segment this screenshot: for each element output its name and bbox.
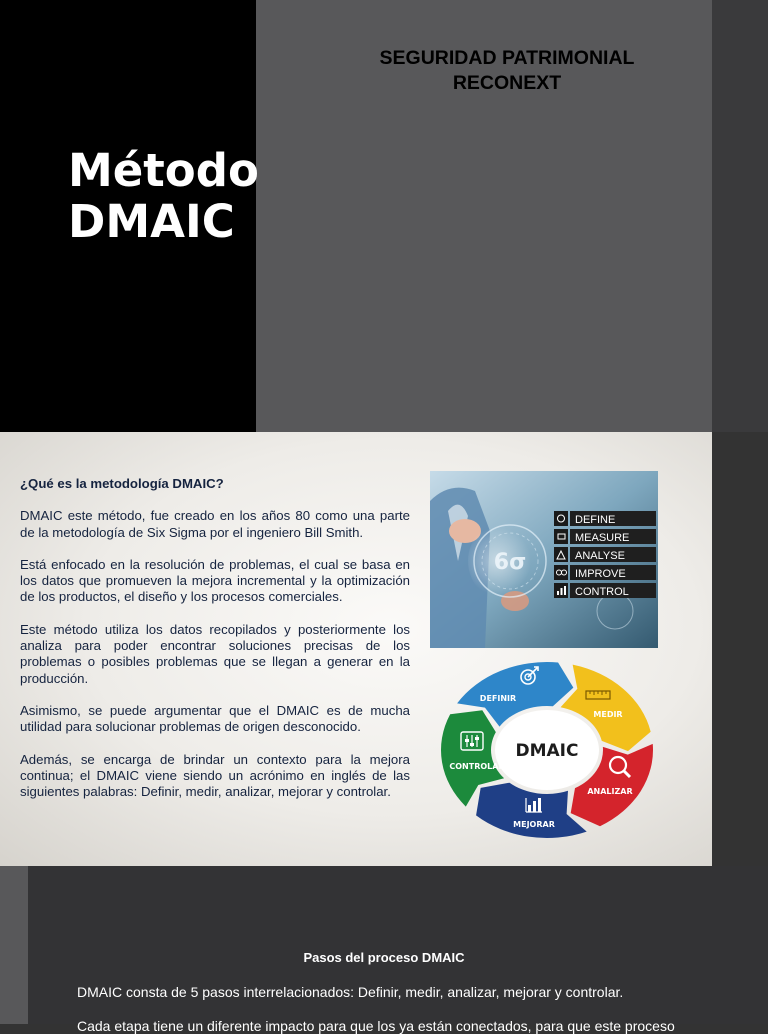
steps-heading: Pasos del proceso DMAIC [303, 950, 465, 965]
svg-text:DEFINE: DEFINE [575, 514, 616, 526]
dmaic-center-label: DMAIC [515, 741, 579, 761]
slide-title-line2: DMAIC [68, 195, 235, 248]
slide-title-line1: Método [68, 144, 259, 197]
segment-label-controlar: CONTROLAR [449, 762, 505, 771]
paragraph: DMAIC este método, fue creado en los años 80 como una parte de la metodología de Six Sigma por el ingeniero Bill Smith. [20, 508, 410, 540]
steps-intro-text: DMAIC consta de 5 pasos interrelacionados: Definir, medir, analizar, mejorar y controlar. [77, 984, 624, 1000]
company-name-line1: SEGURIDAD PATRIMONIAL [379, 47, 635, 69]
definition-text [20, 476, 410, 816]
paragraph: Asimismo, se puede argumentar que el DMAIC es de mucha utilidad para solucionar problemas de origen desconocido. [20, 702, 410, 735]
question-heading: ¿Qué es la metodología DMAIC? [20, 476, 224, 491]
svg-text:CONTROL: CONTROL [575, 586, 629, 598]
company-name-line2: RECONEXT [452, 72, 562, 94]
company-name [330, 46, 684, 96]
definition-slide [0, 432, 768, 866]
segment-label-analizar: ANALIZAR [587, 787, 633, 796]
six-sigma-image [430, 471, 658, 648]
title-slide [0, 0, 768, 432]
segment-label-definir: DEFINIR [479, 694, 517, 703]
paragraph: Además, se encarga de brindar un contexto para la mejora continua; el DMAIC viene siendo un acrónimo en inglés de las siguientes palabras: Definir, medir, analizar, mejorar y controlar. [20, 751, 410, 800]
steps-slide [0, 866, 768, 1034]
svg-text:ANALYSE: ANALYSE [575, 550, 625, 562]
dark-side-strip [712, 0, 768, 432]
slide-title [68, 145, 328, 247]
segment-label-mejorar: MEJORAR [513, 820, 555, 829]
segment-mejorar [476, 783, 587, 838]
left-gray-strip [0, 866, 28, 1024]
steps-cut-text: Cada etapa tiene un diferente impacto para que los ya están conectados, para que este proceso [77, 1018, 675, 1034]
svg-text:MEASURE: MEASURE [575, 532, 630, 544]
dmaic-cycle-diagram [436, 657, 658, 843]
paragraph: Está enfocado en la resolución de problemas, el cual se basa en los datos que promueven la mejora incremental y la optimización de los productos, el diseño y los procesos comerciales. [20, 556, 410, 605]
paragraph: Este método utiliza los datos recopilados y posteriormente los analiza para poder encontrar soluciones precisas de los problemas o posibles problemas que se llegan a generar en la producción. [20, 621, 410, 686]
svg-text:IMPROVE: IMPROVE [575, 568, 626, 580]
segment-label-medir: MEDIR [593, 710, 623, 719]
six-sigma-symbol: 6σ [493, 550, 527, 575]
